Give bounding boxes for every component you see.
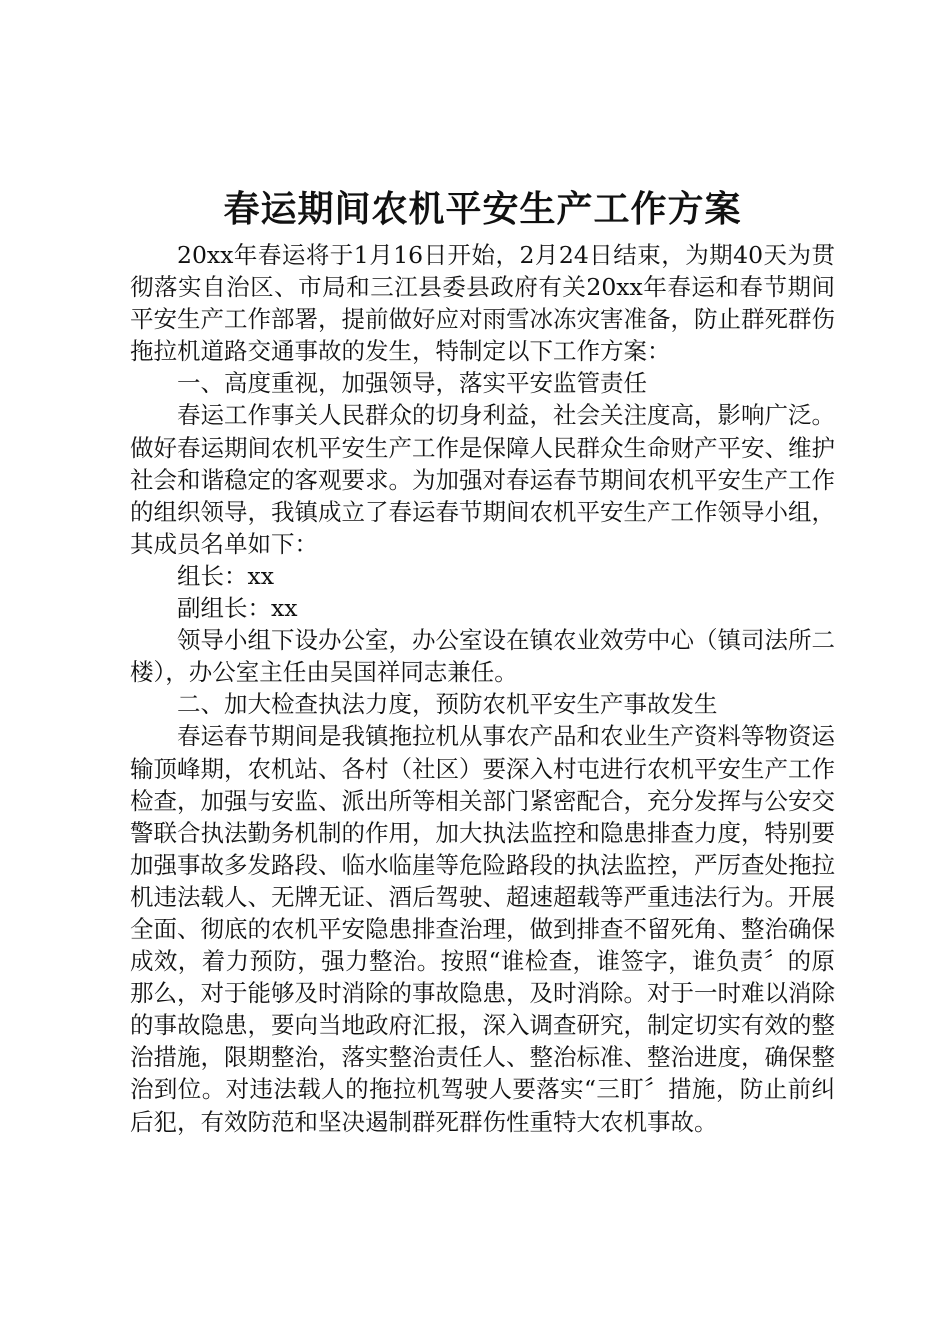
body-paragraph: 领导小组下设办公室，办公室设在镇农业效劳中心（镇司法所二楼），办公室主任由吴国祥同志兼任。 — [130, 626, 835, 687]
section-heading-2: 二、加大检查执法力度，预防农机平安生产事故发生 — [177, 690, 718, 719]
body-paragraph: 春运春节期间是我镇拖拉机从事农产品和农业生产资料等物资运输顶峰期，农机站、各村（社区）要深入村屯进行农机平安生产工作检查，加强与安监、派出所等相关部门紧密配合，充分发挥与公安交警联合执法勤务机制的作用，加大执法监控和隐患排查力度，特别要加强事故多发路段、临水临崖等危险路段的执法监控，严厉查处拖拉机违法载人、无牌无证、酒后驾驶、超速超载等严重违法行为。开展全面、彻底的农机平安隐患排查治理，做到排查不留死角、整治确保成效，着力预防，强力整治。按照“谁检查，谁签字，谁负责〞的原那么，对于能够及时消除的事故隐患，及时消除。对于一时难以消除的事故隐患，要向当地政府汇报，深入调查研究，制定切实有效的整治措施，限期整治，落实整治责任人、整治标准、整治进度，确保整治到位。对违法载人的拖拉机驾驶人要落实“三盯〞措施，防止前纠后犯，有效防范和坚决遏制群死群伤性重特大农机事故。 — [130, 722, 835, 1136]
group-leader-line: 组长：xx — [177, 561, 275, 590]
section-heading-1: 一、高度重视，加强领导，落实平安监管责任 — [177, 369, 647, 398]
deputy-leader-line: 副组长：xx — [177, 594, 298, 623]
document-page — [130, 185, 835, 1138]
document-title: 春运期间农机平安生产工作方案 — [223, 188, 742, 230]
body-paragraph: 春运工作事关人民群众的切身利益，社会关注度高，影响广泛。做好春运期间农机平安生产工作是保障人民群众生命财产平安、维护社会和谐稳定的客观要求。为加强对春运春节期间农机平安生产工作的组织领导，我镇成立了春运春节期间农机平安生产工作领导小组，其成员名单如下： — [130, 401, 835, 558]
intro-paragraph: 20xx年春运将于1月16日开始，2月24日结束，为期40天为贯彻落实自治区、市局和三江县委县政府有关20xx年春运和春节期间平安生产工作部署，提前做好应对雨雪冰冻灾害准备，防止群死群伤拖拉机道路交通事故的发生，特制定以下工作方案： — [130, 241, 835, 366]
